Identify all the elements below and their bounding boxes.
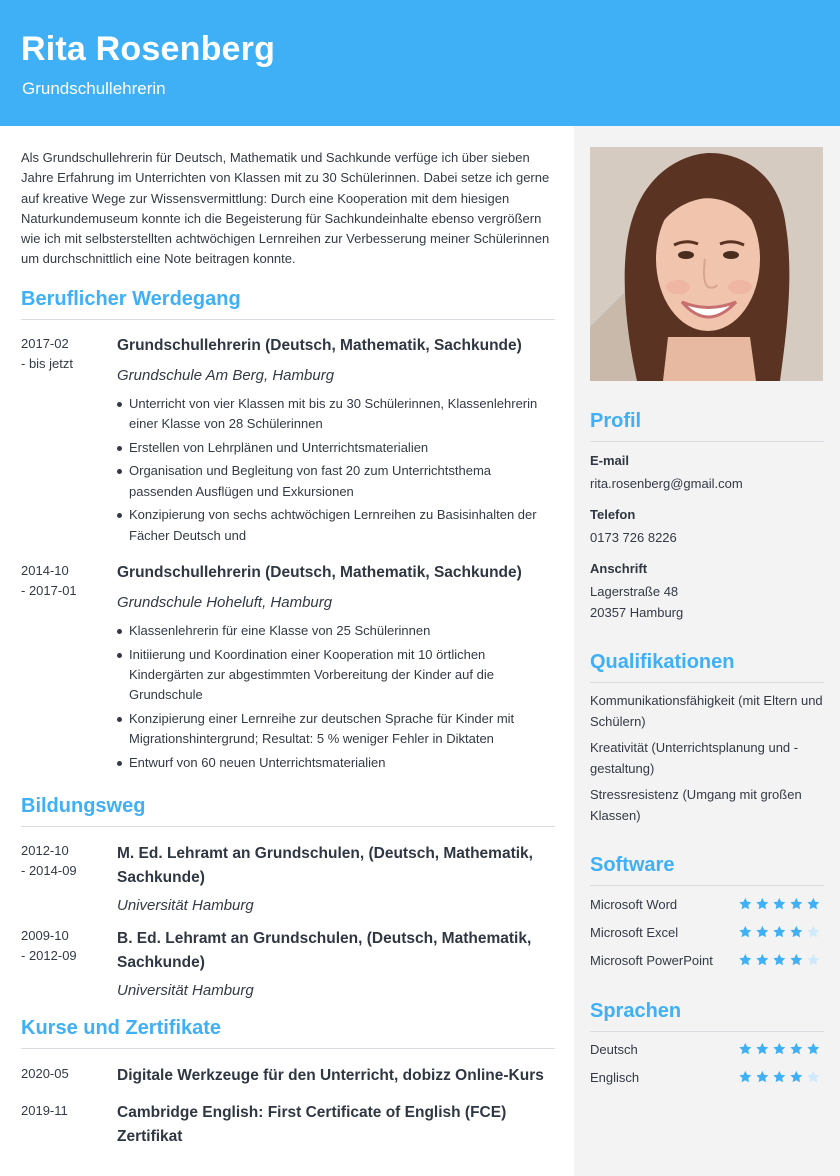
section-divider [21, 826, 555, 827]
list-item: Organisation und Begleitung von fast 20 zum Unterrichtsthema passenden Ausflügen und Exkursionen [117, 461, 557, 502]
star-filled-icon [738, 1042, 753, 1056]
star-filled-icon [755, 897, 770, 911]
edu-school: Universität Hamburg [117, 897, 254, 914]
phone-label: Telefon [590, 507, 636, 522]
job-date-start: 2017-02 [21, 336, 69, 351]
course-date: 2019-11 [21, 1103, 68, 1118]
skill-rating [738, 925, 823, 941]
language-rating [738, 1070, 823, 1086]
star-filled-icon [789, 925, 804, 939]
list-item: Entwurf von 60 neuen Unterrichtsmaterialien [117, 753, 557, 773]
job-bullets [117, 394, 557, 549]
job-bullets [117, 621, 557, 776]
email-value[interactable]: rita.rosenberg@gmail.com [590, 476, 743, 491]
list-item: Kreativität (Unterrichtsplanung und -gestaltung) [590, 740, 799, 776]
job-date-start: 2014-10 [21, 563, 69, 578]
list-item: Kommunikationsfähigkeit (mit Eltern und Schülern) [590, 693, 823, 729]
address-line-2: 20357 Hamburg [590, 605, 684, 620]
edu-date-end: - 2014-09 [21, 863, 77, 878]
star-filled-icon [789, 953, 804, 967]
star-filled-icon [772, 1070, 787, 1084]
header [0, 0, 840, 126]
star-filled-icon [789, 897, 804, 911]
star-filled-icon [789, 1070, 804, 1084]
course-title: Digitale Werkzeuge für den Unterricht, dobizz Online-Kurs [117, 1067, 544, 1084]
star-filled-icon [806, 897, 821, 911]
star-filled-icon [772, 953, 787, 967]
section-title-languages: Sprachen [590, 1000, 682, 1022]
section-title-education: Bildungsweg [21, 795, 146, 817]
star-filled-icon [755, 925, 770, 939]
list-item: Klassenlehrerin für eine Klasse von 25 Schülerinnen [117, 621, 557, 641]
edu-title: M. Ed. Lehramt an Grundschulen, (Deutsch, Mathematik, Sachkunde) [117, 845, 533, 886]
profile-photo [590, 147, 823, 381]
section-divider [590, 441, 824, 442]
edu-date-end: - 2012-09 [21, 948, 77, 963]
list-item: Unterricht von vier Klassen mit bis zu 30 Schülerinnen, Klassenlehrerin einer Klasse von 28 Schülerinnen [117, 394, 557, 435]
star-filled-icon [772, 1042, 787, 1056]
star-filled-icon [738, 953, 753, 967]
skill-rating [738, 897, 823, 913]
language-name: Deutsch [590, 1042, 638, 1057]
section-divider [590, 1031, 824, 1032]
language-rating [738, 1042, 823, 1058]
job-employer: Grundschule Hoheluft, Hamburg [117, 594, 333, 611]
star-filled-icon [738, 1070, 753, 1084]
section-divider [21, 319, 555, 320]
section-divider [590, 682, 824, 683]
skill-name: Microsoft PowerPoint [590, 953, 713, 968]
star-filled-icon [806, 1042, 821, 1056]
section-title-software: Software [590, 854, 675, 876]
job-date-end: - bis jetzt [21, 356, 74, 371]
list-item: Konzipierung einer Lernreihe zur deutschen Sprache für Kinder mit Migrationshintergrund; Resultat: 5 % weniger Fehler in Diktaten [117, 709, 557, 750]
star-empty-icon [806, 925, 821, 939]
skill-rating [738, 953, 823, 969]
list-item: Stressresistenz (Umgang mit großen Klassen) [590, 787, 802, 823]
section-title-courses: Kurse und Zertifikate [21, 1017, 222, 1039]
phone-value[interactable]: 0173 726 8226 [590, 530, 677, 545]
star-filled-icon [772, 925, 787, 939]
section-title-profile: Profil [590, 410, 642, 432]
course-date: 2020-05 [21, 1066, 69, 1081]
skill-name: Microsoft Excel [590, 925, 679, 940]
star-filled-icon [738, 925, 753, 939]
section-title-experience: Beruflicher Werdegang [21, 288, 241, 310]
star-filled-icon [755, 1042, 770, 1056]
job-date-end: - 2017-01 [21, 583, 77, 598]
star-filled-icon [789, 1042, 804, 1056]
star-empty-icon [806, 953, 821, 967]
intro-paragraph: Als Grundschullehrerin für Deutsch, Mathematik und Sachkunde verfüge ich über sieben Jahre Erfahrung im Unterrichten von Klassen mit zu 30 Schülerinnen. Dabei setze ich gerne auf kreative Wege zur Wissensvermittlung: Durch eine Kooperation mit dem hiesigen Naturkundemuseum konnte ich die Begeisterung für Sachkundeinhalte ebenso vergrößern wie ich mit selbsterstellten achtwöchigen Lernreihen zur Verbesserung meiner Schülerinnen um durchschnittlich eine Note beitragen konnte. [21, 150, 550, 267]
list-item: Initiierung und Koordination einer Kooperation mit 10 örtlichen Kindergärten zur abgestimmten Vorbereitung der Kinder auf die Grundschule [117, 645, 557, 706]
edu-date-start: 2009-10 [21, 928, 69, 943]
star-filled-icon [772, 897, 787, 911]
section-divider [21, 1048, 555, 1049]
job-title: Grundschullehrerin (Deutsch, Mathematik, Sachkunde) [117, 564, 522, 581]
candidate-name: Rita Rosenberg [21, 30, 276, 68]
address-line-1: Lagerstraße 48 [590, 584, 679, 599]
portrait-image [590, 147, 823, 381]
star-filled-icon [738, 897, 753, 911]
star-filled-icon [755, 1070, 770, 1084]
star-empty-icon [806, 1070, 821, 1084]
course-title: Cambridge English: First Certificate of English (FCE) Zertifikat [117, 1104, 507, 1145]
candidate-role: Grundschullehrerin [22, 79, 166, 98]
edu-title: B. Ed. Lehramt an Grundschulen, (Deutsch, Mathematik, Sachkunde) [117, 930, 532, 971]
language-name: Englisch [590, 1070, 640, 1085]
edu-date-start: 2012-10 [21, 843, 69, 858]
star-filled-icon [755, 953, 770, 967]
email-label: E-mail [590, 453, 630, 468]
section-divider [590, 885, 824, 886]
skill-name: Microsoft Word [590, 897, 678, 912]
job-employer: Grundschule Am Berg, Hamburg [117, 367, 335, 384]
list-item: Erstellen von Lehrplänen und Unterrichtsmaterialien [117, 438, 557, 458]
job-title: Grundschullehrerin (Deutsch, Mathematik, Sachkunde) [117, 337, 522, 354]
address-label: Anschrift [590, 561, 648, 576]
list-item: Konzipierung von sechs achtwöchigen Lernreihen zu Basisinhalten der Fächer Deutsch und [117, 505, 557, 546]
edu-school: Universität Hamburg [117, 982, 254, 999]
section-title-qualifications: Qualifikationen [590, 651, 735, 673]
